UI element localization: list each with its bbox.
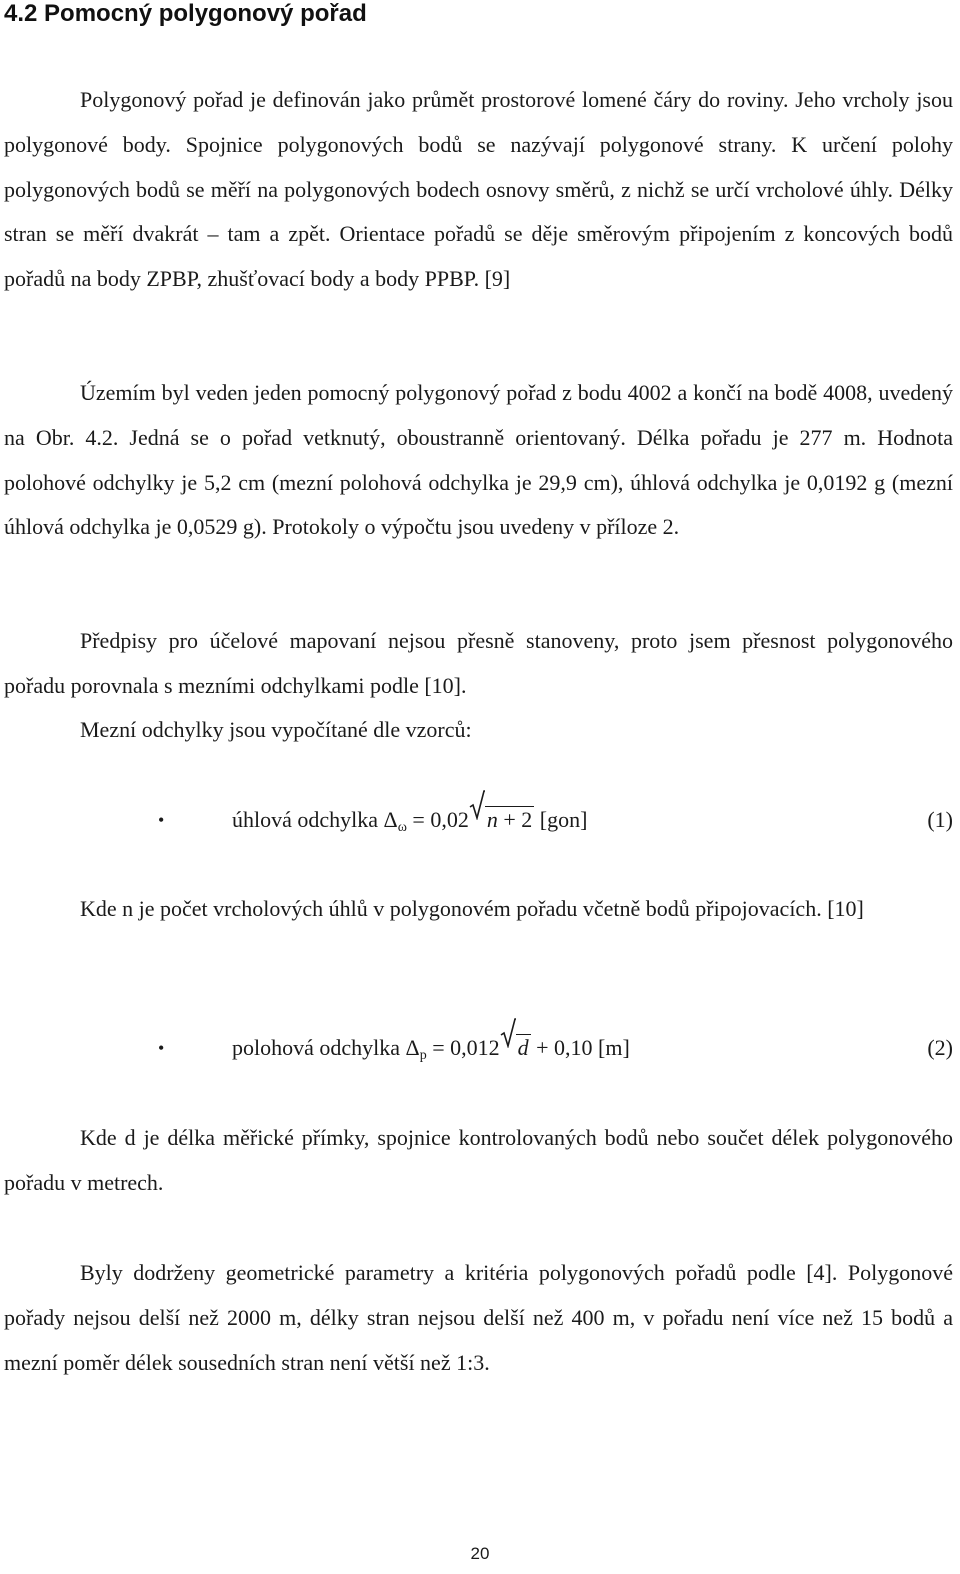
- formula-positional-deviation: [4, 1026, 953, 1070]
- formula-coefficient: = 0,012: [432, 1035, 500, 1060]
- bullet-icon: •: [158, 810, 165, 830]
- square-root: [500, 1026, 531, 1070]
- bullet-icon: •: [158, 1038, 165, 1058]
- delta-subscript: p: [419, 1048, 427, 1063]
- formula-tail: [gon]: [534, 807, 588, 832]
- equation-number: (2): [927, 1035, 953, 1060]
- formula-coefficient: = 0,02: [412, 807, 469, 832]
- formula-label: polohová odchylka: [232, 1035, 401, 1060]
- delta-subscript: ω: [397, 820, 407, 835]
- paragraph-traverse-description: Územím byl veden jeden pomocný polygonový pořad z bodu 4002 a končí na bodě 4008, uvedený na Obr. 4.2. Jedná se o pořad vetknutý, oboustranně orientovaný. Délka pořadu je 277 m. Hodnota polohové odchylky je 5,2 cm (mezní polohová odchylka je 29,9 cm), úhlová odchylka je 0,0192 g (mezní úhlová odchylka je 0,0529 g). Protokoly o výpočtu jsou uvedeny v příloze 2.: [4, 380, 953, 540]
- square-root: [469, 798, 534, 842]
- formula-tail: + 0,10 [m]: [530, 1035, 630, 1060]
- delta-symbol: Δ: [383, 807, 398, 832]
- radical-sign-icon: [500, 1018, 516, 1048]
- radical-sign-icon: [469, 790, 485, 820]
- paragraph-n-explanation: Kde n je počet vrcholových úhlů v polygonovém pořadu včetně bodů připojovacích. [10]: [80, 896, 864, 921]
- paragraph-formulas-intro: Mezní odchylky jsou vypočítané dle vzorců:: [80, 717, 472, 742]
- paragraph-regulations: Předpisy pro účelové mapovaní nejsou přesně stanoveny, proto jsem přesnost polygonového pořadu porovnala s mezními odchylkami podle [10].: [4, 628, 953, 698]
- page-number: 20: [470, 1544, 490, 1563]
- radicand-rest: + 2: [497, 807, 533, 832]
- formula-label: úhlová odchylka: [232, 807, 379, 832]
- formula-expression: [232, 1026, 630, 1070]
- radicand-variable: d: [517, 1035, 529, 1060]
- radicand-variable: n: [486, 807, 498, 832]
- paragraph-parameters: Byly dodrženy geometrické parametry a kritéria polygonových pořadů podle [4]. Polygonové pořady nejsou delší než 2000 m, délky stran nejsou delší než 400 m, v pořadu není více než 15 bodů a mezní poměr délek sousedních stran není větší než 1:3.: [4, 1260, 953, 1375]
- paragraph-d-explanation: Kde d je délka měřické přímky, spojnice kontrolovaných bodů nebo součet délek polygonového pořadu v metrech.: [4, 1125, 953, 1195]
- equation-number: (1): [927, 807, 953, 832]
- delta-symbol: Δ: [405, 1035, 420, 1060]
- formula-angular-deviation: [4, 798, 953, 842]
- section-heading: 4.2 Pomocný polygonový pořad: [4, 0, 367, 27]
- formula-expression: [232, 798, 587, 842]
- paragraph-definition: Polygonový pořad je definován jako průmět prostorové lomené čáry do roviny. Jeho vrcholy jsou polygonové body. Spojnice polygonových bodů se nazývají polygonové strany. K určení polohy polygonových bodů se měří na polygonových bodech osnovy směrů, z nichž se určí vrcholové úhly. Délky stran se měří dvakrát – tam a zpět. Orientace pořadů se děje směrovým připojením z koncových bodů pořadů na body ZPBP, zhušťovací body a body PPBP. [9]: [4, 87, 953, 292]
